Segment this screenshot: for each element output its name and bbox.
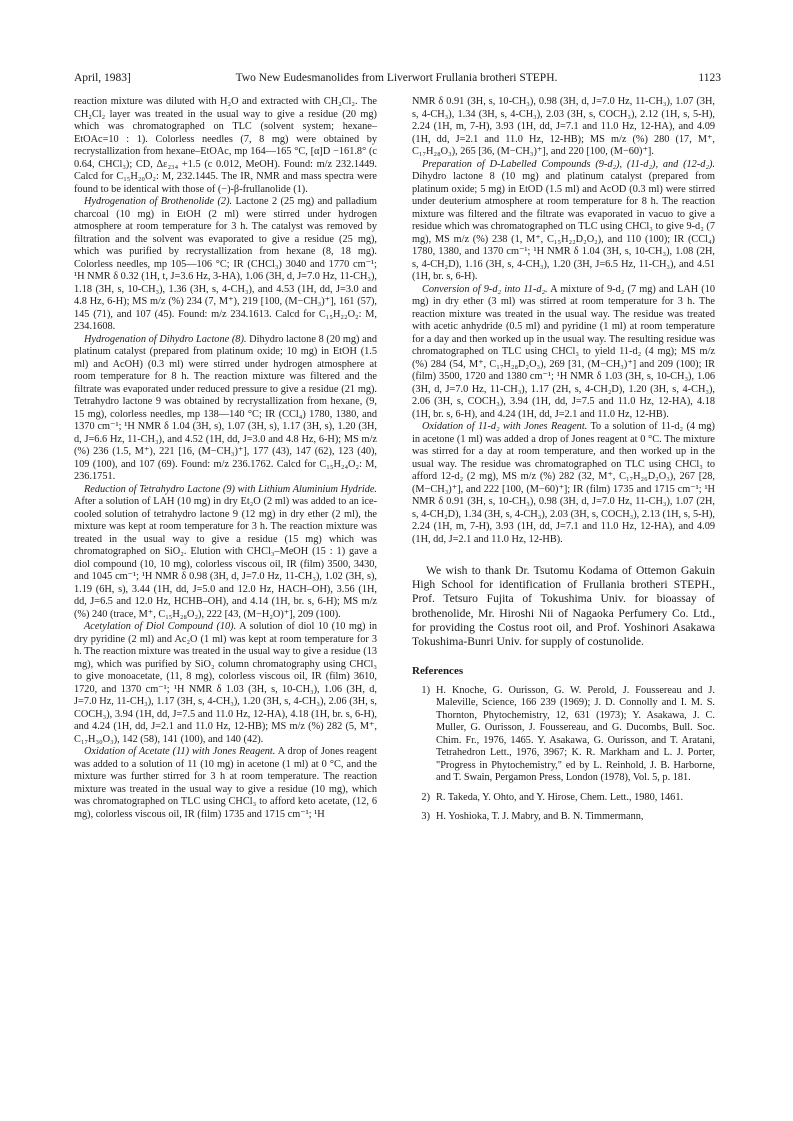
paragraph-heading: Reduction of Tetrahydro Lactone (9) with Lithium Aluminium Hydride. — [84, 483, 377, 495]
paragraph-heading: Oxidation of 11-d₂ with Jones Reagent. — [422, 421, 588, 432]
paragraph-heading: Acetylation of Diol Compound (10). — [84, 621, 237, 632]
paragraph-heading: Hydrogenation of Brothenolide (2). — [84, 196, 233, 207]
reference-text: R. Takeda, Y. Ohto, and Y. Hirose, Chem. Lett., 1980, 1461. — [436, 791, 684, 803]
paragraph-heading: Oxidation of Acetate (11) with Jones Reagent. — [84, 746, 276, 757]
reference-text: H. Knoche, G. Ourisson, G. W. Perold, J. Foussereau and J. Maleville, Science, 166 239 (1969); J. D. Connolly and I. M. S. Thornton, Phytochemistry, 12, 631 (1973); Y. Asakawa, J. C. Muller, G. Ourisson, J. Foussereau, and G. Ducombs, Bull. Soc. Chim. Fr., 1976, 1465. Y. Asakawa, G. Ourisson, and T. Aratani, Tetrahedron Lett., 1976, 3967; K. R. Markham and L. J. Porter, "Progress in Phytochemistry," ed by L. Reinhold, J. B. Harborne, and T. Swain, Pergamon Press, London (1978), Vol. 5, p. 181. — [436, 684, 715, 784]
reference-item — [412, 811, 715, 824]
references-heading: References — [412, 665, 464, 678]
reference-list — [412, 685, 715, 824]
left-column — [74, 96, 377, 821]
paragraph-text: A drop of Jones reagent was added to a solution of 11 (10 mg) in acetone (1 ml) at 0 °C, and the mixture was further stirred for 3 h at room temperature. The reaction mixture was treated in the usual way to give a residue (10 mg), which was chromatographed on TLC using CHCl₃ to afford keto acetate, (12, 6 mg), colorless viscous oil, IR (film) 1735 and 1715 cm⁻¹; ¹H — [74, 746, 377, 820]
reference-text: H. Yoshioka, T. J. Mabry, and B. N. Timmermann, — [436, 811, 644, 823]
paragraph-text: A mixture of 9-d₂ (7 mg) and LAH (10 mg) in dry ether (3 ml) was stirred at room temperature for 3 h. The reaction mixture was treated in the usual way. The residue was treated with acetic anhydride (0.5 ml) and pyridine (1 ml) at room temperature for a day and then worked up in the usual way. The resulting residue was chromatographed on TLC using CHCl₃ to yield 11-d₂ (4 mg); MS m/z (%) 284 (54, M⁺, C₁₇H₂₈D₂O₃), 269 [31, (M−CH₃)⁺] and 209 (100); IR (film) 3500, 1720 and 1380 cm⁻¹; ¹H NMR δ 1.03 (3H, s, 10-CH₃), 1.06 (3H, d, J=7.0 Hz, 11-CH₃), 1.17 (2H, s, 4-CH₂D), 1.20 (3H, s, 4-CH₃), 2.06 (3H, s, COCH₃), 3.94 (1H, dd, J=7.5 and 11.0 Hz, 12-HA), 4.18 (1H, br. s, 6-H), and 4.24 (1H, dd, J=2.1 and 11.0 Hz, 12-HB). — [412, 283, 715, 420]
page-number: 1123 — [698, 72, 721, 84]
paragraph — [412, 284, 715, 422]
paragraph — [74, 746, 377, 821]
paragraph — [74, 196, 377, 334]
paragraph-text: A solution of diol 10 (10 mg) in dry pyridine (2 ml) and Ac₂O (1 ml) was kept at room temperature for 3 h. The reaction mixture was treated in the usual way to give a residue (13 mg), which was purified by SiO₂ column chromatography using CHCl₃ to give monoacetate, (11, 8 mg), colorless viscous oil, IR (film) 3610, 1720, and 1370 cm⁻¹; ¹H NMR δ 1.03 (3H, s, 10-CH₃), 1.06 (3H, d, J=7.0 Hz, 11-CH₃), 1.17 (3H, s, 4-CH₃), 1.20 (3H, s, 4-CH₃), 2.06 (3H, s, COCH₃), 3.94 (1H, dd, J=7.5 and 11.0 Hz, 12-HA), 4.18 (1H, br. s, 6-H), and 4.24 (1H, dd, J=2.1 and 11.0 Hz, 12-HB); MS m/z (%) 282 (5, M⁺, C₁₇H₃₀O₃), 142 (58), 141 (100), and 140 (42). — [74, 621, 377, 745]
paragraph — [74, 334, 377, 484]
reference-number: 3) — [421, 811, 430, 823]
reference-item — [412, 792, 715, 805]
reference-item — [412, 685, 715, 785]
paragraph-text: Lactone 2 (25 mg) and palladium charcoal (10 mg) in EtOH (2 ml) were stirred under hydrogen atmosphere at room temperature for 3 h. The catalyst was removed by filtration and the solvent was evaporated to give a residue (25 mg), which was purified by recrystallization from hexane (8, 18 mg). Colorless needles, mp 105—106 °C; IR (CHCl₃) 3040 and 1770 cm⁻¹; ¹H NMR δ 0.32 (1H, t, J=3.6 Hz, 3-HA), 1.06 (3H, d, J=7.0 Hz, 11-CH₃), 1.18 (3H, s, 10-CH₃), 1.36 (3H, s, 4-CH₃), and 4.53 (1H, dd, J=3.0 and 4.8 Hz, 6-H); MS m/z (%) 234 (7, M⁺), 219 [100, (M−CH₃)⁺], 161 (57), 145 (71), and 107 (45). Found: m/z 234.1613. Calcd for C₁₅H₂₂O₂: M, 234.1608. — [74, 196, 378, 332]
paragraph-text: reaction mixture was diluted with H₂O and extracted with CH₂Cl₂. The CH₂Cl₂ layer was treated in the usual way to give a residue (20 mg) which was chromatographed on TLC (solvent system; hexane–EtOAc=10 : 1). Colorless needles (7, 8 mg) were obtained by recrystallization from hexane–EtOAc, mp 164—165 °C, [α]D −161.8° (c 0.64, CHCl₃); CD, Δε₂₃₄ +1.5 (c 0.012, MeOH). Found: m/z 232.1449. Calcd for C₁₅H₂₀O₂: M, 232.1445. The IR, NMR and mass spectra were found to be identical with those of (−)-β-frullanolide (1). — [74, 96, 377, 195]
paragraph — [74, 96, 377, 196]
reference-number: 2) — [421, 791, 430, 803]
paragraph — [412, 421, 715, 546]
paragraph — [74, 621, 377, 746]
paragraph-text: Dihydro lactone 8 (20 mg) and platinum catalyst (prepared from platinum oxide; 10 mg) in EtOH (1.5 ml) and AcOH) (0.3 ml) were stirred under hydrogen atmosphere at room temperature for 8 h. The reaction mixture was filtered and the filtrate was evaporated under reduced pressure to give a residue (21 mg). Tetrahydro lactone 9 was obtained by recrystallization from hexane, (9, 15 mg), colorless needles, mp 138—140 °C; IR (CCl₄) 1780, 1380, and 1370 cm⁻¹; ¹H NMR δ 1.04 (3H, s), 1.07 (3H, s), 1.17 (3H, s), 1.20 (3H, d, J=6.6 Hz, 11-CH₃), and 4.52 (1H, dd, J=3.0 and 4.8 Hz, 6-H); MS m/z (%) 236 (1.5, M⁺), 221 [16, (M−CH₃)⁺], 177 (43), 147 (62), 123 (40), 109 (100), and 107 (69). Found: m/z 236.1762. Calcd for C₁₅H₂₄O₂: M, 236.1751. — [74, 333, 377, 482]
acknowledgement: We wish to thank Dr. Tsutomu Kodama of Ottemon Gakuin High School for identification of Frullania brotheri STEPH., Prof. Tetsuro Fujita of Tokushima Univ. for bioassay of brothenolide, Mr. Hiroshi Nii of Nagaoka Perfumery Co. Ltd., for providing the Costus root oil, and Prof. Yoshinori Asakawa Tokushima-Bunri Univ. for supply of costunolide. — [412, 564, 715, 649]
right-column-body — [412, 96, 715, 546]
paragraph — [412, 96, 715, 159]
paragraph-heading: Conversion of 9-d₂ into 11-d₂. — [422, 283, 548, 295]
right-column — [412, 96, 715, 824]
paragraph — [412, 159, 715, 284]
paragraph-text: Dihydro lactone 8 (10 mg) and platinum catalyst (prepared from platinum oxide; 5 mg) in EtOD (1.5 ml) and AcOD (0.3 ml) were stirred under deuterium atmosphere at room temperature for 8 h. The reaction mixture was filtered and the filtrate was evaporated in vacuo to give a residue which was chromatographed on TLC using CHCl₃ to give 9-d₂ (7 mg), MS m/z (%) 238 (1, M⁺, C₁₅H₂₂D₂O₂), and 110 (100); IR (CCl₄) 1780, 1380, and 1370 cm⁻¹; ¹H NMR δ 1.04 (3H, s, 10-CH₃), 1.08 (2H, s, 4-CH₂D), 1.16 (3H, s, 4-CH₃), 1.20 (3H, J=6.5 Hz, 11-CH₃), and 4.51 (1H, br. s, 6-H). — [412, 171, 715, 282]
header-title: Two New Eudesmanolides from Liverwort Frullania brotheri STEPH. — [235, 72, 558, 84]
paragraph-text: After a solution of LAH (10 mg) in dry Et₂O (2 ml) was added to an ice-cooled solution of tetrahydro lactone 9 (12 mg) in dry ether (2 ml), the mixture was kept at room temperature for 3 h. The reaction mixture was treated in the usual way to give a residue (15 mg) which was chromatographed on SiO₂. Elution with CHCl₃–MeOH (15 : 1) gave a diol compound (10, 10 mg), colorless viscous oil, IR (film) 3500, 3430, and 1045 cm⁻¹; ¹H NMR δ 0.98 (3H, d, J=7.0 Hz, 11-CH₃), 1.02 (3H, s), 1.19 (6H, s), 3.44 (1H, dd, J=5.0 and 12.0 Hz, HACH–OH), 3.56 (1H, dd, J=6.5 and 12.0 Hz, HCHB–OH), and 4.14 (1H, br. s, 6-H); MS m/z (%) 240 (trace, M⁺, C₁₅H₂₈O₂), 222 [43, (M−H₂O)⁺], 209 (100). — [74, 496, 377, 620]
header-date: April, 1983] — [74, 72, 131, 84]
paragraph-text: NMR δ 0.91 (3H, s, 10-CH₃), 0.98 (3H, d, J=7.0 Hz, 11-CH₃), 1.07 (3H, s, 4-CH₃), 1.34 (3H, s, 4-CH₃), 2.03 (3H, s, COCH₃), 2.12 (1H, s, 5-H), 2.24 (1H, m, 7-H), 3.93 (1H, dd, J=7.1 and 11.0 Hz, 12-HA), and 4.09 (1H, dd, J=2.1 and 11.0 Hz, 12-HB); MS m/z (%) 280 (17, M⁺, C₁₇H₂₈O₃), 265 [36, (M−CH₃)⁺], and 220 [100, (M−60)⁺]. — [412, 96, 715, 157]
paragraph-heading: Preparation of D-Labelled Compounds (9-d₂), (11-d₂), and (12-d₂). — [422, 158, 715, 170]
reference-number: 1) — [421, 684, 430, 696]
paragraph-heading: Hydrogenation of Dihydro Lactone (8). — [84, 333, 247, 345]
paragraph-text: To a solution of 11-d₂ (4 mg) in acetone (1 ml) was added a drop of Jones reagent at 0 °C. The mixture was stirred for a day at room temperature, and then worked up in the usual way. The residue was chromatographed on TLC using CHCl₃ to afford 12-d₂ (2 mg), MS m/z (%) 282 (32, M⁺, C₁₇H₂₆D₂O₃), 267 [28, (M−CH₃)⁺], and 222 [100, (M−60)⁺]; IR (film) 1735 and 1715 cm⁻¹; ¹H NMR δ 0.91 (3H, s, 10-CH₃), 0.98 (3H, d, J=7.0 Hz, 11-CH₃), 1.07 (2H, s, 4-CH₂D), 1.34 (3H, s, 4-CH₃), 2.03 (3H, s, COCH₃), 2.13 (1H, s, 5-H), 2.24 (1H, m, 7-H), 3.93 (1H, dd, J=7.1 and 11.0 Hz, 12-HA), and 4.09 (1H, dd, J=2.1 and 11.0 Hz, 12-HB). — [412, 421, 715, 545]
paragraph — [74, 484, 377, 622]
